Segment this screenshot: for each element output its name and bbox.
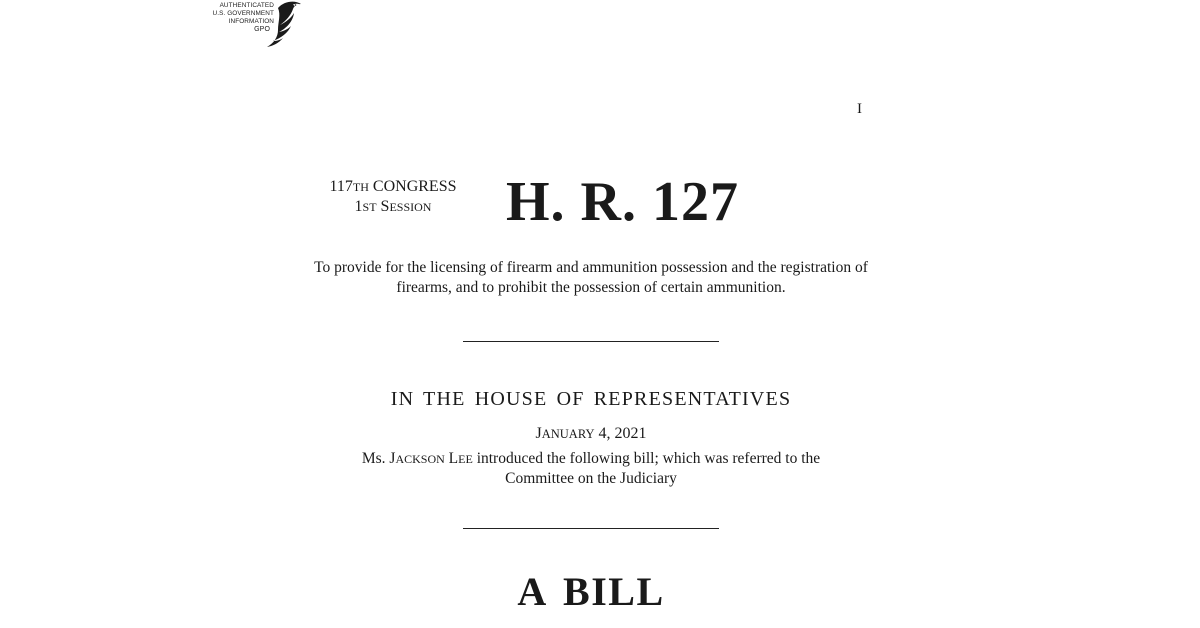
session-number: 1	[354, 198, 363, 215]
chamber-heading: IN THE HOUSE OF REPRESENTATIVES	[390, 388, 792, 410]
introduction-statement	[300, 449, 882, 489]
gpo-seal-line-2: U.S. GOVERNMENT	[212, 10, 274, 17]
sponsor-initial-1: J	[389, 450, 396, 467]
date-month-initial: J	[535, 425, 542, 442]
bill-purpose: To provide for the licensing of firearm and ammunition possession and the registration of firearms, and to prohibit the possession of certain ammunition.	[314, 259, 868, 296]
session-line	[300, 197, 486, 217]
sponsor-rest-2: EE	[458, 452, 473, 466]
session-number-suffix: ST	[362, 200, 377, 214]
congress-number-suffix: TH	[352, 180, 369, 194]
sponsor-initial-2: L	[448, 450, 459, 467]
page-mark: I	[857, 101, 862, 117]
sponsor-rest-1: ACKSON	[395, 452, 445, 466]
document-type-heading: A BILL	[517, 569, 665, 614]
eagle-icon	[264, 0, 304, 48]
bill-number: H. R. 127	[506, 171, 739, 233]
date-month-rest: ANUARY	[541, 427, 595, 441]
introduction-action: introduced the following bill; which was referred to the	[472, 450, 821, 467]
gpo-seal-line-1: AUTHENTICATED	[219, 2, 274, 9]
introduction-line-1	[300, 449, 882, 469]
gpo-authentication-seal	[200, 0, 304, 48]
gpo-seal-abbrev: GPO	[254, 26, 270, 33]
session-label-initial: S	[380, 198, 390, 215]
congress-line	[300, 177, 486, 197]
congress-number: 117	[329, 178, 353, 195]
divider-rule-2	[463, 528, 719, 529]
introduction-line-2: Committee on the Judiciary	[505, 470, 677, 487]
sponsor-title: Ms.	[361, 450, 390, 467]
date-day-year: 4, 2021	[594, 425, 647, 442]
gpo-seal-text	[200, 2, 274, 34]
divider-rule-1	[463, 341, 719, 342]
introduction-date	[300, 424, 882, 444]
congress-session-block	[300, 177, 486, 217]
congress-label: CONGRESS	[372, 178, 457, 195]
session-label-rest: ESSION	[389, 200, 432, 214]
gpo-seal-line-3: INFORMATION	[228, 18, 274, 25]
